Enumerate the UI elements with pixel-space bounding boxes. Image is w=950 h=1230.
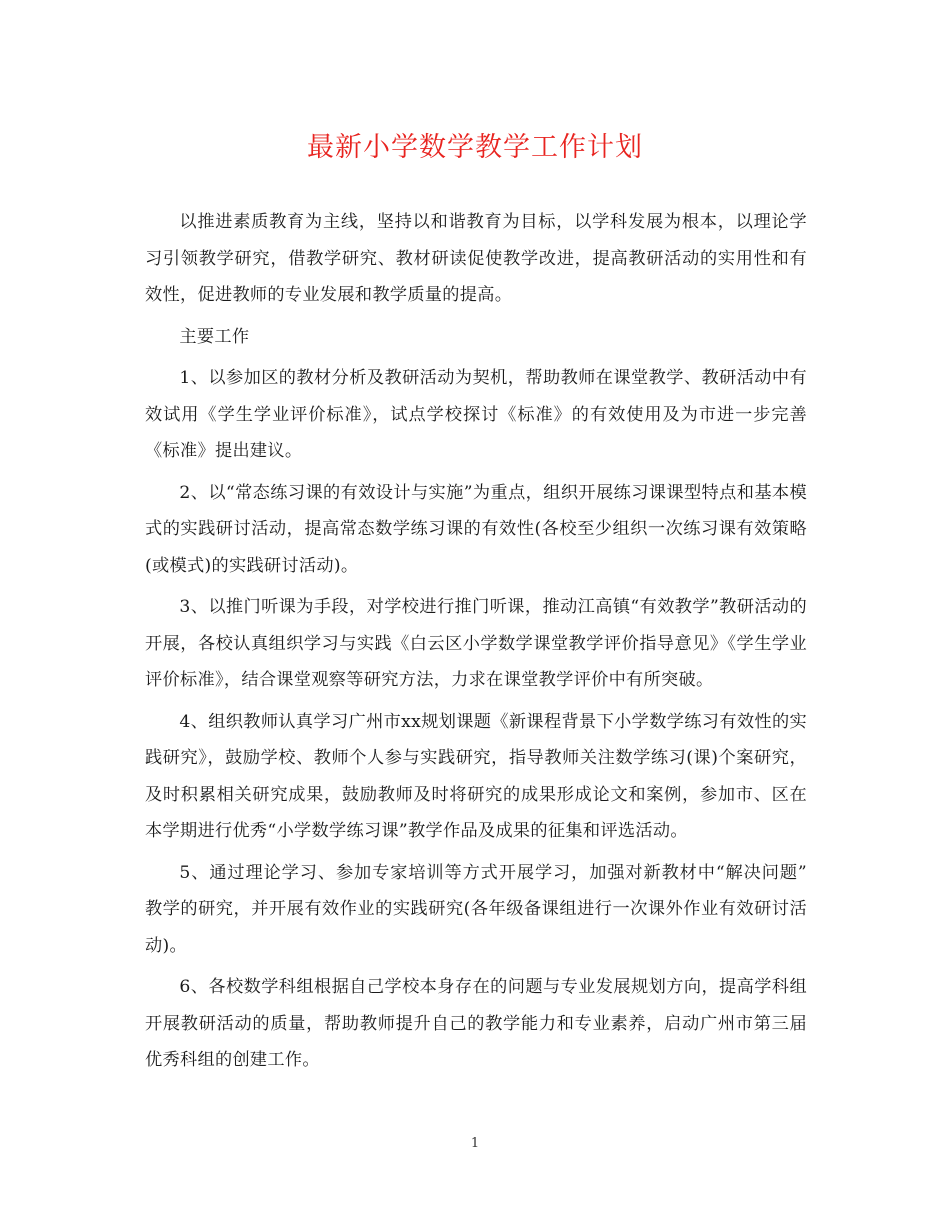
work-item-4: 4、组织教师认真学习广州市xx规划课题《新课程背景下小学数学练习有效性的实践研究》，鼓励学校、教师个人参与实践研究，指导教师关注数学练习(课)个案研究，及时积累相关研究成果，鼓励教师及时将研究的成果形成论文和案例，参加市、区在本学期进行优秀“小学数学练习课”教学作品及成果的征集和评选活动。 — [145, 711, 807, 841]
intro-paragraph: 以推进素质教育为主线，坚持以和谐教育为目标，以学科发展为根本，以理论学习引领教学研究，借教学研究、教材研读促使教学改进，提高教研活动的实用性和有效性，促进教师的专业发展和教学质量的提高。 — [145, 212, 807, 305]
work-item-2: 2、以“常态练习课的有效设计与实施”为重点，组织开展练习课课型特点和基本模式的实践研讨活动，提高常态数学练习课的有效性(各校至少组织一次练习课有效策略(或模式)的实践研讨活动)。 — [145, 482, 807, 576]
work-item-1: 1、以参加区的教材分析及教研活动为契机，帮助教师在课堂教学、教研活动中有效试用《学生学业评价标准》，试点学校探讨《标准》的有效使用及为市进一步完善《标准》提出建议。 — [145, 368, 807, 461]
work-item-3: 3、以推门听课为手段，对学校进行推门听课，推动江高镇“有效教学”教研活动的开展，各校认真组织学习与实践《白云区小学数学课堂教学评价指导意见》《学生学业评价标准》，结合课堂观察等研究方法，力求在课堂教学评价中有所突破。 — [145, 597, 807, 690]
work-item-6: 6、各校数学科组根据自己学校本身存在的问题与专业发展规划方向，提高学科组开展教研活动的质量，帮助教师提升自己的教学能力和专业素养，启动广州市第三届优秀科组的创建工作。 — [145, 977, 807, 1070]
document-body — [145, 204, 807, 1084]
page-number: 1 — [470, 1136, 480, 1151]
section-heading-main-work: 主要工作 — [179, 326, 250, 347]
work-item-5: 5、通过理论学习、参加专家培训等方式开展学习，加强对新教材中“解决问题” 教学的研究，并开展有效作业的实践研究(各年级备课组进行一次课外作业有效研讨活动)。 — [145, 862, 807, 956]
document-title: 最新小学数学教学工作计划 — [307, 132, 643, 163]
